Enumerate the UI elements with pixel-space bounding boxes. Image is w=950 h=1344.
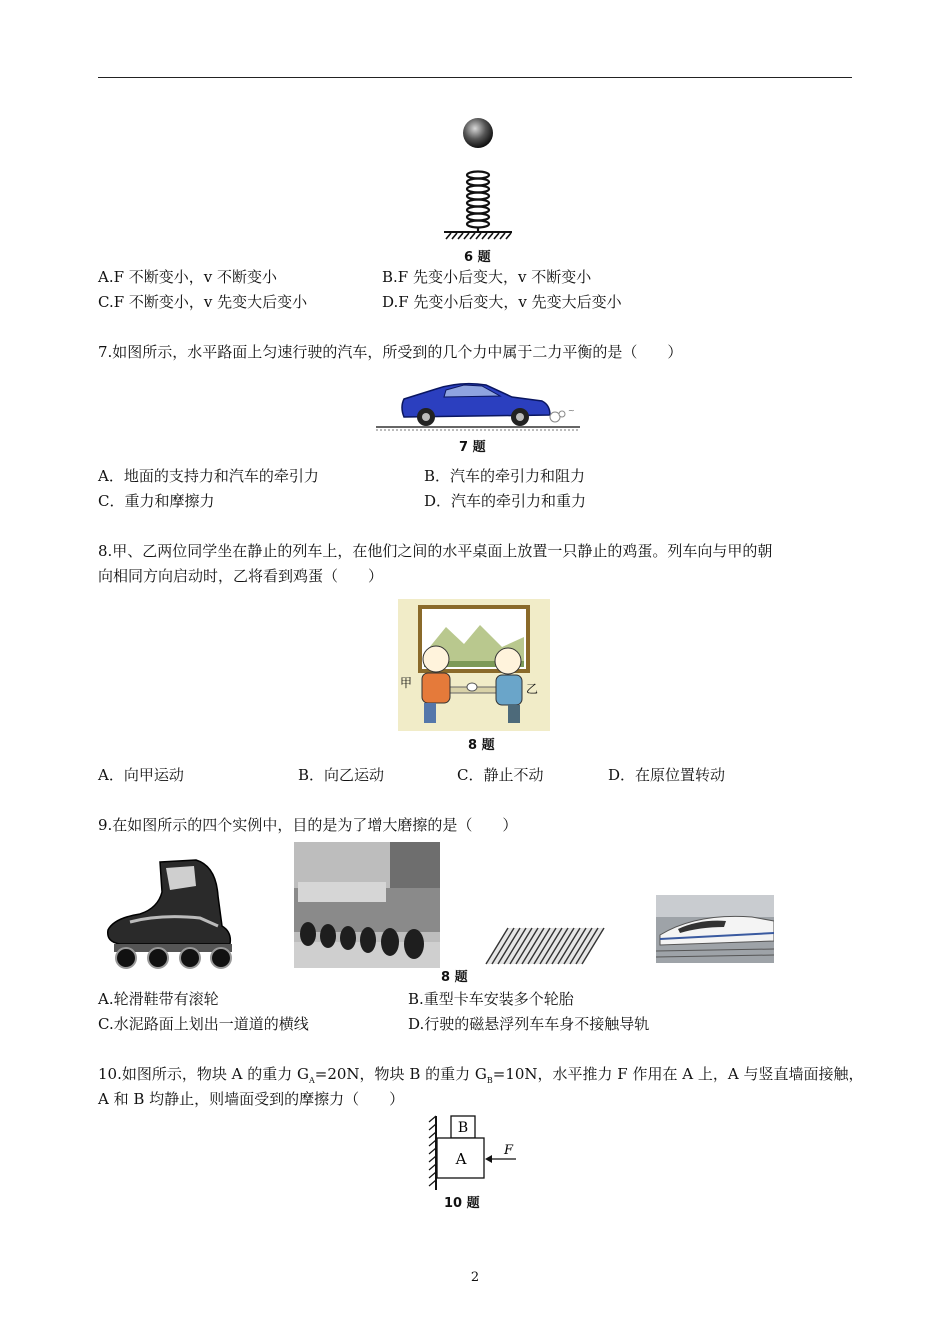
exhaust-puff [550, 412, 560, 422]
page-number: 2 [470, 1270, 480, 1285]
q8-option-c: C．静止不动 [457, 766, 544, 784]
q8-stem-line1: 8.甲、乙两位同学坐在静止的列车上，在他们之间的水平桌面上放置一只静止的鸡蛋。列车向与甲的朝 [98, 542, 773, 560]
person-yi-head [495, 648, 521, 674]
q7-car-figure [374, 377, 584, 433]
block-a-label: A [455, 1150, 467, 1168]
q7-figure-label: 7 题 [459, 440, 486, 455]
q8-option-a: A．向甲运动 [98, 766, 184, 784]
q6-option-b: B.F 先变小后变大，v 不断变小 [382, 268, 592, 286]
q9-figure-label: 8 题 [441, 970, 468, 985]
q10-figure-label: 10 题 [444, 1196, 480, 1211]
q6-option-c: C.F 不断变小，v 先变大后变小 [98, 293, 308, 311]
q9-truck-image [294, 842, 440, 968]
q9-stem: 9.在如图所示的四个实例中，目的是为了增大磨擦的是（ ） [98, 816, 518, 834]
label-jia: 甲 [400, 676, 413, 690]
label-yi: 乙 [526, 682, 539, 696]
q6-option-a: A.F 不断变小，v 不断变小 [98, 268, 278, 286]
q7-stem: 7.如图所示，水平路面上匀速行驶的汽车，所受到的几个力中属于二力平衡的是（ ） [98, 343, 683, 361]
q9-maglev-image [656, 895, 774, 963]
force-label: F [504, 1143, 514, 1158]
person-yi-body [496, 675, 522, 705]
block-b-label: B [457, 1120, 469, 1136]
q9-option-d: D.行驶的磁悬浮列车车身不接触导轨 [408, 1015, 650, 1033]
q7-option-a: A．地面的支持力和汽车的牵引力 [98, 467, 319, 485]
q7-option-d: D．汽车的牵引力和重力 [424, 492, 587, 510]
q10-stem-line2: A 和 B 均静止，则墙面受到的摩擦力（ ） [98, 1090, 405, 1108]
q9-option-b: B.重型卡车安装多个轮胎 [408, 990, 574, 1008]
q9-road-lines-image [484, 926, 606, 966]
q6-figure [440, 112, 520, 244]
q8-option-b: B．向乙运动 [298, 766, 385, 784]
q10-stem-line1: 10.如图所示，物块 A 的重力 $G_A=20N$，物块 B 的重力 $G_B=10N$，水平推力 F 作用在 A 上，A 与竖直墙面接触， [98, 1065, 864, 1085]
q8-figure-label: 8 题 [468, 738, 495, 753]
person-jia-body [422, 673, 450, 703]
ground [444, 232, 512, 239]
person-jia-head [423, 646, 449, 672]
spring [467, 172, 489, 232]
svg-text:~: ~ [568, 406, 575, 415]
q9-option-c: C.水泥路面上划出一道道的横线 [98, 1015, 309, 1033]
q8-stem-line2: 向相同方向启动时，乙将看到鸡蛋（ ） [98, 567, 384, 585]
q7-option-b: B．汽车的牵引力和阻力 [424, 467, 586, 485]
egg [467, 683, 477, 691]
q9-skate-image [100, 856, 242, 970]
q6-figure-label: 6 题 [464, 250, 491, 265]
q8-train-figure [398, 599, 550, 731]
ball [463, 118, 493, 148]
q7-option-c: C．重力和摩擦力 [98, 492, 215, 510]
q6-option-d: D.F 先变小后变大，v 先变大后变小 [382, 293, 622, 311]
q9-option-a: A.轮滑鞋带有滚轮 [98, 990, 219, 1008]
q8-option-d: D．在原位置转动 [608, 766, 726, 784]
q10-figure [428, 1114, 522, 1192]
header-rule [98, 77, 852, 78]
